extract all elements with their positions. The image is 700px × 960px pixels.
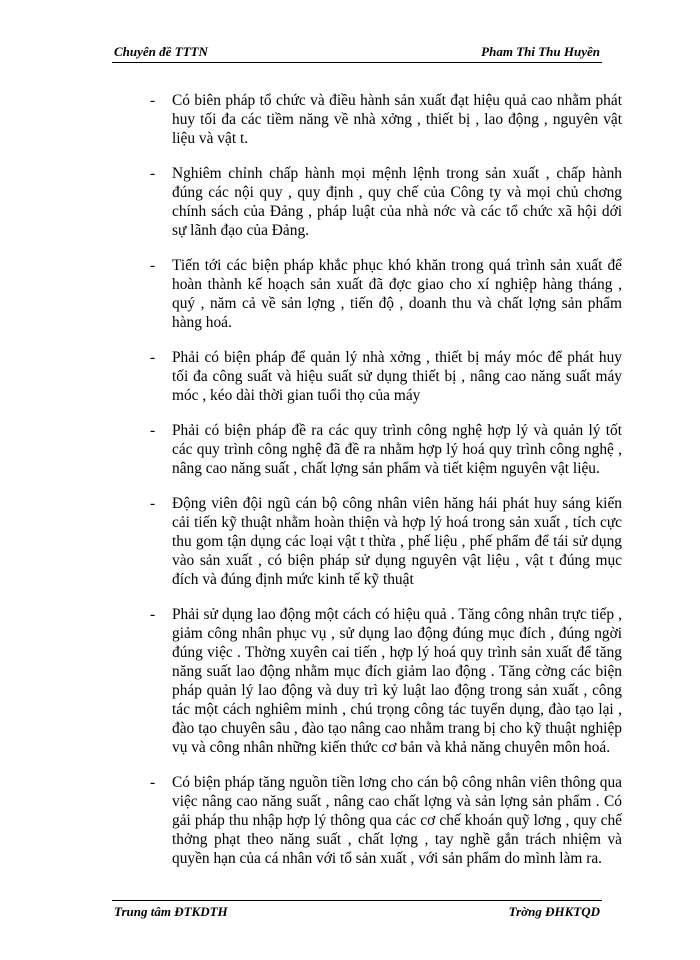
footer-university: Trờng ĐHKTQD	[508, 904, 600, 919]
bullet-item	[150, 256, 622, 332]
bullet-dash: -	[150, 92, 156, 109]
page-footer	[112, 900, 602, 923]
bullet-item	[150, 348, 622, 405]
bullet-text: Tiến tới các biện pháp khắc phục khó khăn trong quá trình sản xuất để hoàn thành kế hoạch sản xuất đã đợc giao cho xí nghiệp hàng tháng , quý , năm cả về sản lợng , tiến độ , doanh thu và chất lợng sản phẩm hàng hoá.	[172, 257, 622, 331]
bullet-dash: -	[150, 257, 156, 274]
bullet-item	[150, 421, 622, 478]
bullet-dash: -	[150, 495, 156, 512]
bullet-dash: -	[150, 422, 156, 439]
bullet-text: Nghiêm chỉnh chấp hành mọi mệnh lệnh trong sản xuất , chấp hành đúng các nội quy , quy định , quy chế của Công ty và mọi chủ chơng chính sách của Đảng , pháp luật của nhà nớc và các tổ chức xã hội dới sự lãnh đạo của Đảng.	[172, 165, 622, 239]
bullet-dash: -	[150, 165, 156, 182]
bullet-item	[150, 494, 622, 589]
page-header	[112, 44, 602, 63]
footer-center-name: Trung tâm ĐTKDTH	[114, 904, 228, 919]
bullet-text: Có biện pháp tăng nguồn tiền lơng cho cán bộ công nhân viên thông qua việc nâng cao năng suất , nâng cao chất lợng và sản lợng sản phẩm . Có gải pháp thu nhập hợp lý thông qua các cơ chế khoán quỹ lơng , quy chế thởng phạt theo năng suất , chất lợng , tay nghề gắn trách nhiệm và quyền hạn của cá nhân với tổ sản xuất , với sản phẩm do mình làm ra.	[172, 774, 622, 867]
document-body	[150, 91, 622, 884]
bullet-item	[150, 91, 622, 148]
bullet-text: Phải có biện pháp để quản lý nhà xởng , thiết bị máy móc để phát huy tối đa công suất và hiệu suất sử dụng thiết bị , nâng cao năng suất máy móc , kéo dài thời gian tuổi thọ của máy	[172, 349, 622, 404]
bullet-text: Động viên đội ngũ cán bộ công nhân viên hăng hái phát huy sáng kiến cải tiến kỹ thuật nhằm hoàn thiện và hợp lý hoá trong sản xuất , tích cực thu gom tận dụng các loại vật t thừa , phế liệu , phế phẩm để tái sử dụng vào sản xuất , có biện pháp sử dụng nguyên vật liệu , vật t đúng mục đích và đúng định mức kinh tế kỹ thuật	[172, 495, 622, 588]
bullet-text: Phải sử dụng lao động một cách có hiệu quả . Tăng công nhân trực tiếp , giảm công nhân phục vụ , sử dụng lao động đúng mục đích , đúng ngời đúng việc . Thờng xuyên cai tiến , hợp lý hoá quy trình sản xuất để tăng năng suất lao động nhằm mục đích giảm lao động . Tăng cờng các biện pháp quản lý lao động và duy trì kỷ luật lao động trong sản xuất , công tác một cách nghiêm minh , chú trọng công tác tuyển dụng, đào tạo lại , đào tạo chuyên sâu , đào tạo nâng cao nhằm trang bị cho kỹ thuật nghiệp vụ và công nhân những kiến thức cơ bản và khả năng chuyên môn hoá.	[172, 606, 622, 756]
header-author: Pham Thi Thu Huyền	[481, 44, 600, 59]
bullet-dash: -	[150, 349, 156, 366]
bullet-dash: -	[150, 606, 156, 623]
header-title: Chuyên đề TTTN	[114, 44, 208, 59]
bullet-dash: -	[150, 774, 156, 791]
bullet-item	[150, 605, 622, 757]
bullet-text: Có biên pháp tổ chức và điều hành sản xuất đạt hiệu quả cao nhằm phát huy tối đa các tiềm năng về nhà xởng , thiết bị , lao động , nguyên vật liệu và vật t.	[172, 92, 622, 147]
bullet-item	[150, 773, 622, 868]
bullet-text: Phải có biện pháp đề ra các quy trình công nghệ hợp lý và quản lý tốt các quy trình công nghệ đã đề ra nhằm hợp lý hoá quy trình công nghệ , nâng cao năng suất , chất lợng sản phẩm và tiết kiệm nguyên vật liệu.	[172, 422, 622, 477]
bullet-item	[150, 164, 622, 240]
